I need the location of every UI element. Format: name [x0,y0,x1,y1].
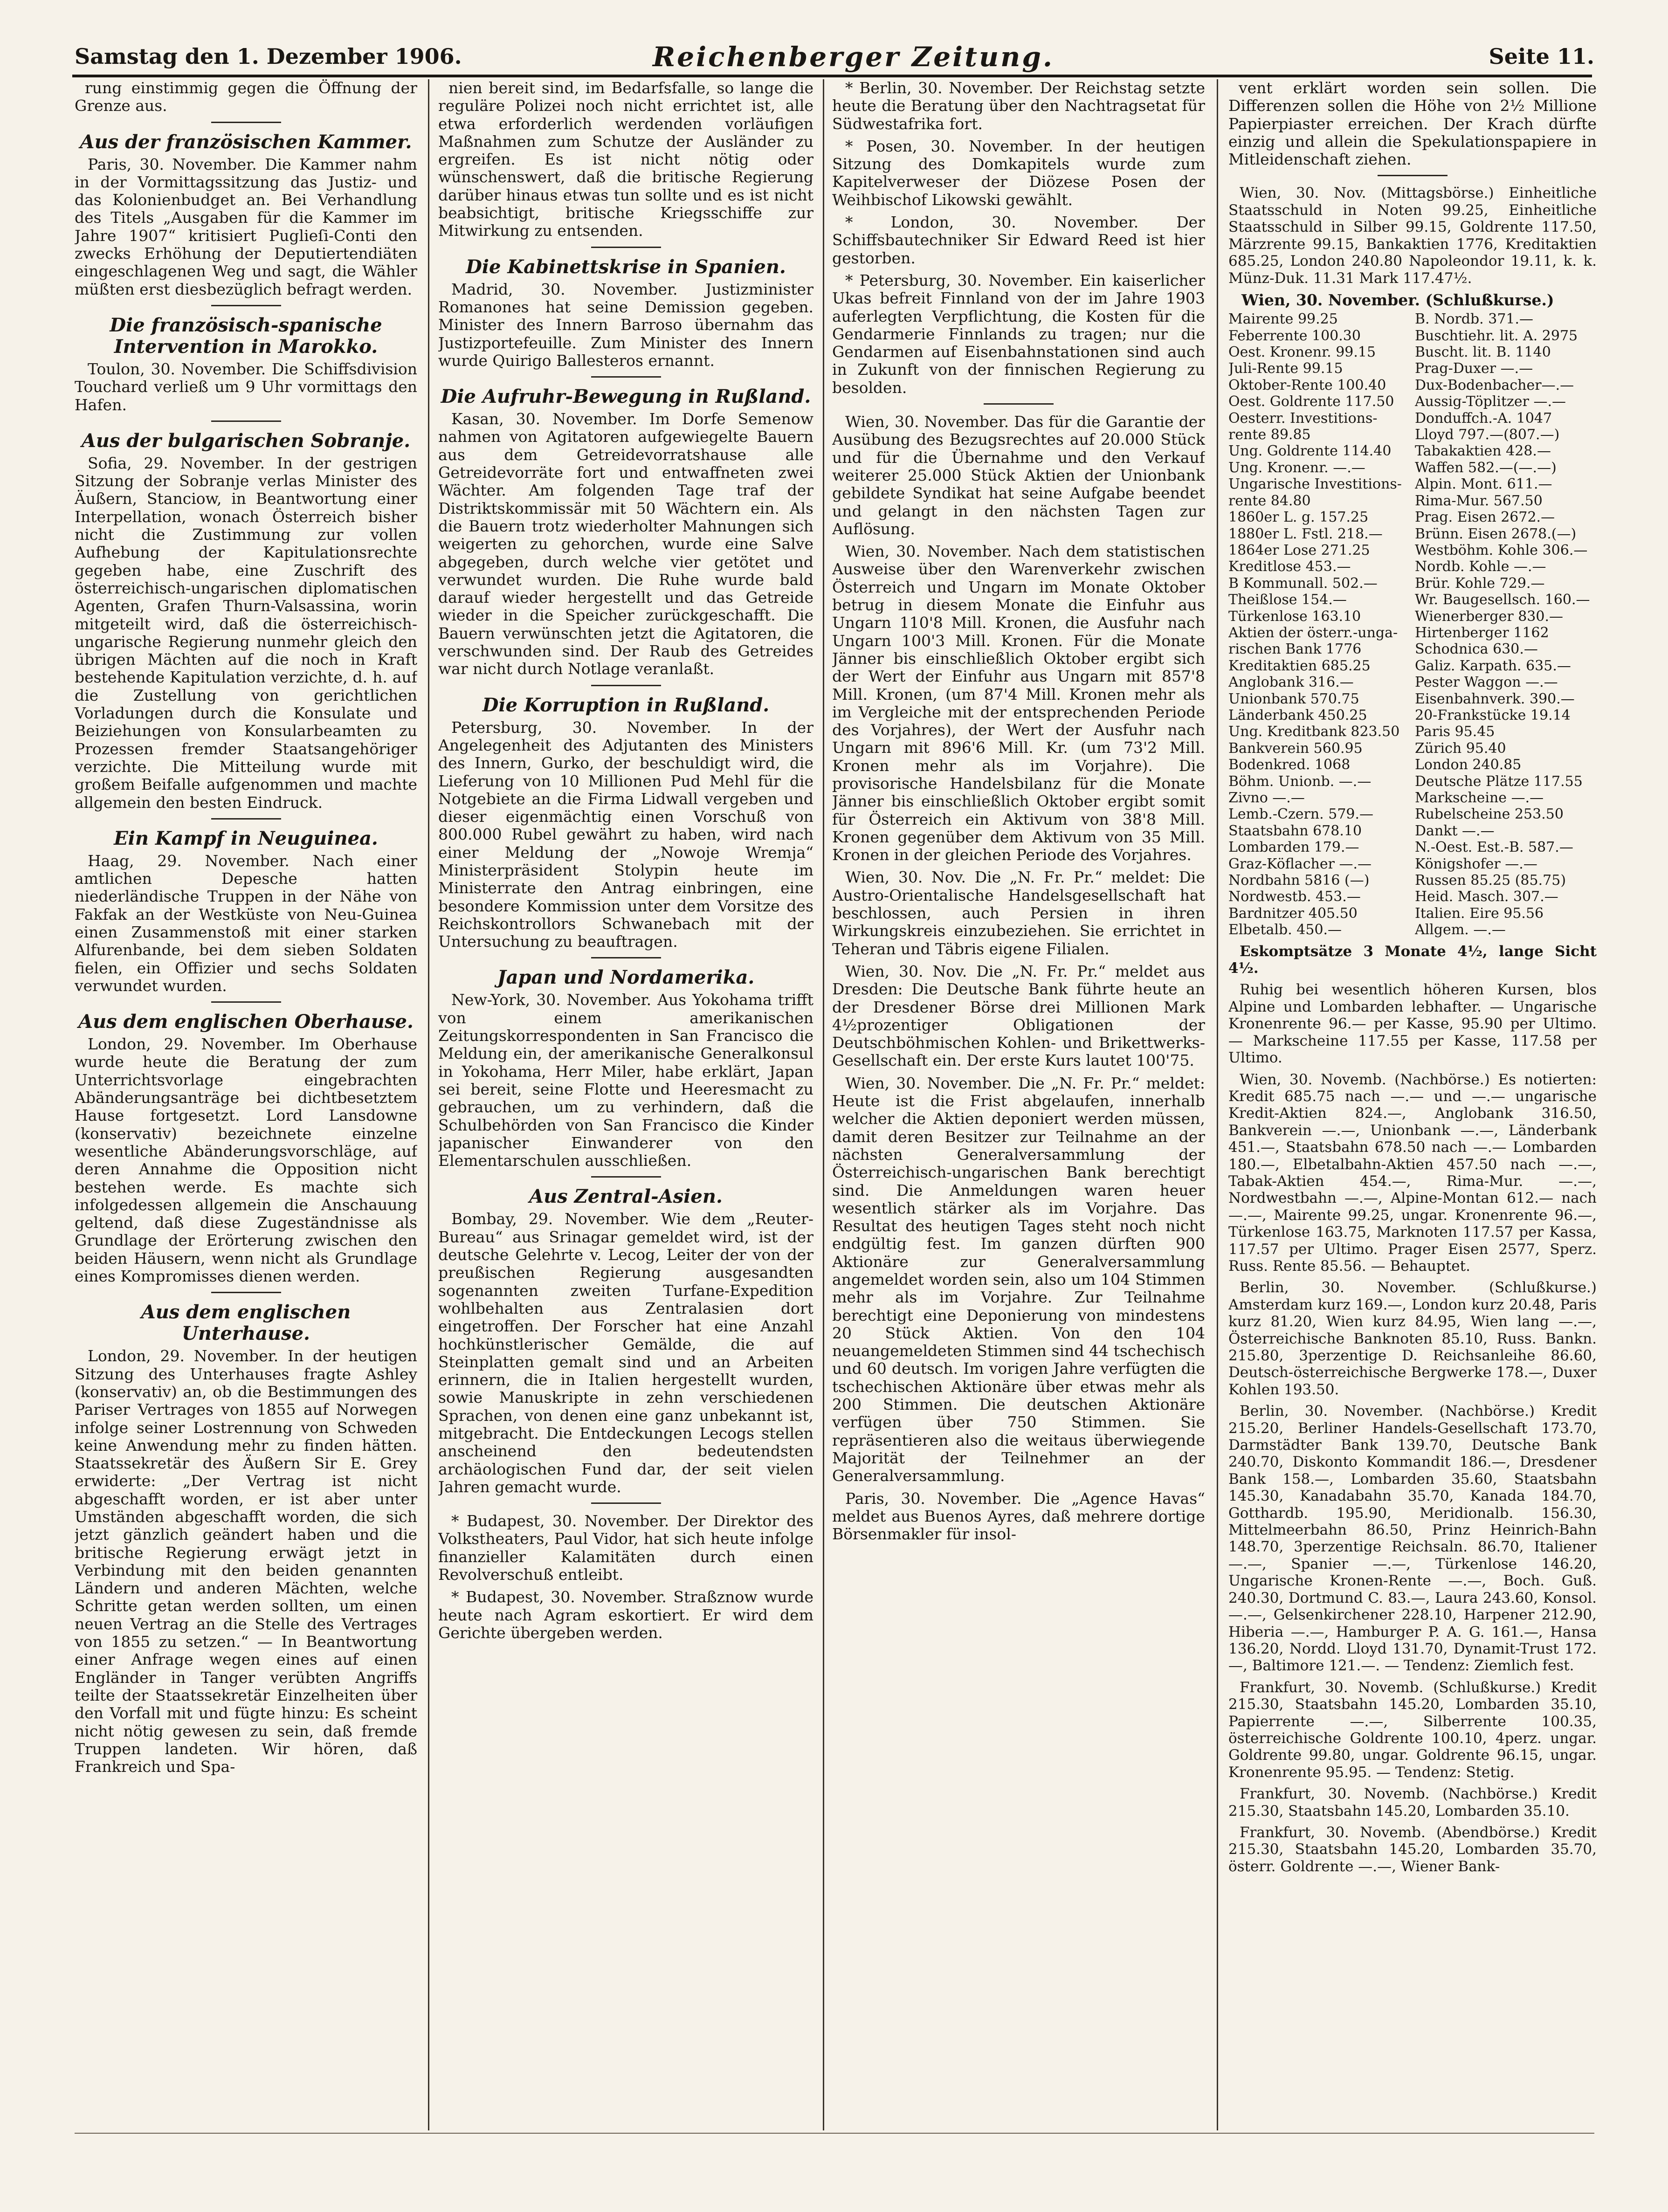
market-report: Frankfurt, 30. Novemb. (Schlußkurse.) Kredit 215.30, Staatsbahn 145.20, Lombarden 35.10, Papierrente —.—, Silberrente 100.35, österreichische Goldrente 100.10, 4perz. ungar. Goldrente 99.80, ungar. Goldrente 96.15, ungar. Kronenrente 95.95. — Tendenz: Stetig. [1228,1679,1597,1781]
stock-quote-cell: Wr. Baugesellsch. 160.— [1415,592,1590,608]
stock-quote-cell: Prag. Eisen 2672.— [1415,509,1555,526]
stock-quote-cell: Unionbank 570.75 [1228,690,1359,707]
stock-quote-cell: rente 89.85 [1228,427,1311,443]
article-paragraph: Bombay, 29. November. Wie dem „Reuter-Bureau“ aus Srinagar gemeldet wird, ist der deutsche Gelehrte v. Lecog, Leiter der von der preußischen Regierung ausgesandten sogenannten zweiten Turfane-Expedition wohlbehalten aus Zentralasien dort eingetroffen. Der Forscher hat eine Anzahl hochkünstlerischer Gemälde, die auf Steinplatten gemalt sind und an Arbeiten erinnern, die in Italien hergestellt wurden, sowie Manuskripte in zehn verschiedenen Sprachen, von denen eine ganz unbekannt ist, mitgebracht. Die Entdeckungen Lecogs stellen anscheinend den bedeutendsten archäologischen Fund dar, der seit vielen Jahren gemacht wurde. [438,1210,813,1496]
stock-quote-cell: Ung. Goldrente 114.40 [1228,443,1392,460]
article [438,256,813,370]
article-headline: Die französisch-spanische Intervention in Marokko. [110,314,382,358]
stock-quotes-table [1228,311,1597,938]
economic-item: Paris, 30. November. Die „Agence Havas“ meldet aus Buenos Ayres, daß mehrere dortige Börsenmakler für insol- [832,1489,1205,1544]
economic-item: Wien, 30. Nov. Die „N. Fr. Pr.“ meldet: Die Austro-Orientalische Handelsgesellschaft hat beschlossen, auch Persien in ihren Wirkungskreis einzubeziehen. Sie errichtet in Teheran und Täbris eigene Filialen. [832,868,1205,958]
article-paragraph: New-York, 30. November. Aus Yokohama trifft von einem amerikanischen Zeitungskorrespondenten in San Francisco die Meldung ein, der amerikanische Generalkonsul in Yokohama, Herr Miler, habe erklärt, Japan sei bereit, seine Flotte und Heeresmacht zu gebrauchen, um zu verhindern, daß die Schulbehörden von San Francisco die Kinder japanischer Einwanderer von den Elementarschulen ausschließen. [438,991,813,1170]
article-paragraph: Toulon, 30. November. Die Schiffsdivision Touchard verließ um 9 Uhr vormittags den Hafen. [75,359,417,414]
stock-quote-cell: N.-Oest. Est.-B. 587.— [1415,839,1573,856]
stock-quote-cell: Heid. Masch. 307.— [1415,889,1558,905]
stock-quote-cell: London 240.85 [1415,757,1522,773]
stock-quote-cell: Wienerberger 830.— [1415,608,1564,625]
news-item: * Posen, 30. November. In der heutigen Sitzung des Domkapitels wurde zum Kapitelverweser der Diözese Posen der Weihbischof Likowski gewählt. [832,137,1205,209]
stock-quote-cell: Donduffch.-A. 1047 [1415,410,1552,427]
article-paragraph: Sofia, 29. November. In der gestrigen Sitzung der Sobranje verlas Minister des Äußern, Stanciow, in Beantwortung einer Interpellation, wonach Österreich bisher nicht die Zustimmung zur vollen Aufhebung der Kapitulationsrechte gegeben habe, eine Zuschrift des österreichisch-ungarischen diplomatischen Agenten, Grafen Thurn-Valsassina, worin mitgeteilt wird, daß die österreichisch-ungarische Regierung nunmehr gleich den übrigen Mächten auf die noch in Kraft bestehende Kapitulation verzichte, d. h. auf die Zustellung von gerichtlichen Vorladungen durch die Konsulate und Beiziehungen von Konsularbeamten zu Prozessen fremder Staatsangehöriger verzichte. Die Mitteilung wurde mit großem Beifalle aufgenommen und machte allgemein den besten Eindruck. [75,454,417,812]
stock-quote-cell: Italien. Eire 95.56 [1415,905,1544,922]
economic-item: Wien, 30. November. Nach dem statistischen Ausweise über den Warenverkehr zwischen Österreich und Ungarn im Monate Oktober betrug in diesem Monate die Einfuhr aus Ungarn 110'8 Mill. Kronen, die Ausfuhr nach Ungarn 100'3 Mill. Kronen. Für die Monate Jänner bis einschließlich Oktober ergibt sich der Wert der Einfuhr aus Ungarn mit 857'8 Mill. Kronen, (um 87'4 Mill. Kronen mehr als im Vergleiche mit der entsprechenden Periode des Vorjahres), der Wert der Ausfuhr nach Ungarn mit 896'6 Mill. Kr. (um 73'2 Mill. Kronen mehr als im Vorjahre). Die provisorische Handelsbilanz für die Monate Jänner bis einschließlich Oktober ergibt somit für Österreich ein Aktivum von 38'8 Mill. Kronen gegenüber dem Aktivum von 35 Mill. Kronen in der gleichen Periode des Vorjahres. [832,542,1205,864]
article [75,131,417,298]
article [438,967,813,1170]
article-divider [984,403,1054,405]
stock-quote-cell: Elbetalb. 450.— [1228,922,1342,938]
stock-quote-cell: Oktober-Rente 100.40 [1228,377,1386,393]
news-item: * Berlin, 30. November. Der Reichstag setzte heute die Beratung über den Nachtragsetat für Südwestafrika fort. [832,79,1205,133]
stock-quote-cell: Nordwestb. 453.— [1228,889,1361,905]
article-divider [591,1502,661,1504]
article-divider [211,122,281,123]
masthead [75,41,1594,74]
article-divider [211,305,281,306]
stock-quote-cell: Kreditaktien 685.25 [1228,657,1371,674]
article-headline: Aus dem englischen Oberhause. [78,1011,414,1033]
stock-quote-cell: Nordbahn 5816 (—) [1228,872,1370,889]
article-headline: Japan und Nordamerika. [497,966,755,989]
stock-quote-cell: Bankverein 560.95 [1228,740,1363,757]
article-divider [1378,175,1447,176]
stock-quote-cell: Juli-Rente 99.15 [1228,360,1343,377]
stock-quote-cell: Hirtenberger 1162 [1415,624,1549,641]
article-divider [591,376,661,378]
masthead-rule [72,75,1592,77]
stock-quote-cell: Oest. Goldrente 117.50 [1228,393,1394,410]
article-headline: Ein Kampf in Neuguinea. [114,827,378,849]
article-paragraph: Paris, 30. November. Die Kammer nahm in der Vormittagssitzung das Justiz- und das Kolonienbudget an. Bei Verhandlung des Titels „Ausgaben für die Kammer im Jahre 1907“ kritisiert Puglieſi-Conti den zwecks Erhöhung der Deputiertendiäten eingeschlagenen Weg und sagt, die Wähler müßten erst diesbezüglich befragt werden. [75,155,417,298]
stock-quote-cell: Westböhm. Kohle 306.— [1415,542,1588,558]
column-intro: nien bereit sind, im Bedarfsfalle, so lange die reguläre Polizei noch nicht errichtet ist, alle etwa erforderlich werdenden vorläufigen Maßnahmen zum Schutze der Ausländer zu ergreifen. Es ist nicht nötig oder wünschenswert, daß die britische Regierung darüber hinaus etwas tun sollte und es ist nicht beabsichtigt, britische Kriegsschiffe zur Mitwirkung zu entsenden. [438,79,813,240]
market-report: Frankfurt, 30. Novemb. (Abendbörse.) Kredit 215.30, Staatsbahn 145.20, Lombarden 35.70, österr. Goldrente —.—, Wiener Bank- [1228,1824,1597,1875]
stock-quote-cell: Markscheine —.— [1415,790,1544,806]
article-divider [591,957,661,958]
column-3 [832,79,1205,2130]
stock-quote-cell: Nordb. Kohle —.— [1415,558,1546,575]
article [75,828,417,995]
stock-quote-cell: Mairente 99.25 [1228,311,1338,328]
market-report: Berlin, 30. November. (Nachbörse.) Kredit 215.20, Berliner Handels-Gesellschaft 173.70, Darmstädter Bank 139.70, Deutsche Bank 240.70, Diskonto Kommandit 186.—, Dresdener Bank 158.—, Lombarden 35.60, Staatsbahn 145.30, Kanadabahn 35.70, Kanada 184.70, Gotthardb. 195.90, Meridionalb. 156.30, Mittelmeerbahn 86.50, Prinz Heinrich-Bahn 148.70, 3perzentige Reichsaln. 86.70, Italiener —.—, Spanier —.—, Türkenlose 146.20, Ungarische Kronen-Rente —.—, Boch. Guß. 240.30, Dortmund C. 83.—, Laura 243.60, Konsol. —.—, Gelsenkirchener 228.10, Harpener 212.90, Hiberia —.—, Hamburger P. A. G. 161.—, Hansa 136.20, Nordd. Lloyd 131.70, Dynamit-Trust 172.—, Baltimore 121.—. — Tendenz: Ziemlich fest. [1228,1403,1597,1675]
article [75,315,417,414]
stock-quote-cell: Aussig-Töplitzer —.— [1415,393,1566,410]
column-4 [1228,79,1597,2130]
stock-quote-cell: Zivno —.— [1228,790,1305,806]
newspaper-title: Reichenberger Zeitung. [653,41,1055,73]
article [75,1011,417,1285]
issue-date: Samstag den 1. Dezember 1906. [75,44,462,69]
article-divider [591,247,661,248]
stock-quote-cell: Rima-Mur. 567.50 [1415,492,1543,509]
column-rule [823,79,824,2130]
stock-quote-cell: Feberrente 100.30 [1228,327,1361,344]
news-item: * Budapest, 30. November. Straßznow wurde heute nach Agram eskortiert. Er wird dem Gerichte übergeben werden. [438,1588,813,1642]
stock-quote-cell: Waffen 582.—(—.—) [1415,459,1557,476]
stock-quote-cell: rente 84.80 [1228,492,1311,509]
stock-quote-cell: Oesterr. Investitions- [1228,410,1378,427]
news-item: * Petersburg, 30. November. Ein kaiserlicher Ukas befreit Finnland von der im Jahre 1903 auferlegten Verpflichtung, die Kosten für die Gendarmerie Finnlands zu tragen; nur die Gendarmen auf Eisenbahnstationen sind auch in Zukunft von der finnischen Regierung zu besolden. [832,271,1205,397]
stock-quote-cell: B Kommunall. 502.— [1228,575,1378,592]
article-headline: Die Korruption in Rußland. [482,694,770,716]
economic-item: Wien, 30. November. Die „N. Fr. Pr.“ meldet: Heute ist die Frist abgelaufen, innerhalb welcher die Aktien deponiert werden müssen, damit deren Besitzer zur Teilnahme an der nächsten Generalversammlung der Österreichisch-ungarischen Bank berechtigt sind. Die Anmeldungen waren heuer wesentlich stärker als im Vorjahre. Das Resultat des heutigen Tages steht noch nicht endgültig fest. Im ganzen dürften 900 Aktionäre zur Generalversammlung angemeldet worden sein, also um 104 Stimmen mehr als im Vorjahre. Zur Teilnahme berechtigt eine Deponierung von mindestens 20 Stück Aktien. Von den 104 neuangemeldeten Stimmen sind 44 tschechisch und 60 deutsch. Im vorigen Jahre verfügten die tschechischen Aktionäre über etwas mehr als 200 Stimmen. Die deutschen Aktionäre verfügen über 750 Stimmen. Sie repräsentieren also die weitaus überwiegende Majorität der Teilnehmer an der Generalversammlung. [832,1074,1205,1485]
market-report: Frankfurt, 30. Novemb. (Nachbörse.) Kredit 215.30, Staatsbahn 145.20, Lombarden 35.10. [1228,1785,1597,1819]
stock-quote-cell: 20-Frankstücke 19.14 [1415,707,1571,724]
stock-quote-cell: Böhm. Unionb. —.— [1228,773,1372,790]
stock-quote-cell: Graz-Köflacher —.— [1228,855,1372,872]
stock-quote-cell: Paris 95.45 [1415,724,1495,740]
stock-quote-cell: Zürich 95.40 [1415,740,1506,757]
article-divider [211,818,281,820]
market-report: Ruhig bei wesentlich höheren Kursen, blos Alpine und Lombarden lebhafter. — Ungarische Kronenrente 96.— per Kasse, 95.90 per Ultimo. — Markscheine 117.55 per Kasse, 117.58 per Ultimo. [1228,981,1597,1067]
stock-quote-cell: Tabakaktien 428.— [1415,443,1551,460]
news-item: * London, 30. November. Der Schiffsbautechniker Sir Edward Reed ist hier gestorben. [832,213,1205,267]
column-intro: vent erklärt worden sein sollen. Die Differenzen sollen die Höhe von 2½ Millione Papierpiaster erreichen. Der Krach dürfte einzig und allein die Spekulationspapiere in Mitleidenschaft ziehen. [1228,79,1597,169]
stock-quote-cell: Schodnica 630.— [1415,641,1538,658]
stock-quote-cell: Ung. Kronenr. —.— [1228,459,1365,476]
article-divider [211,1292,281,1293]
stock-quote-cell: Oest. Kronenr. 99.15 [1228,344,1376,361]
stock-quote-cell: Königshofer —.— [1415,855,1537,872]
stock-quote-cell: Aktien der österr.-unga- [1228,624,1398,641]
stock-quote-cell: Lombarden 179.— [1228,839,1359,856]
stock-quote-cell: Russen 85.25 (85.75) [1415,872,1566,889]
stock-quote-cell: Länderbank 450.25 [1228,707,1367,724]
stock-quote-cell: Pester Waggon —.— [1415,674,1558,691]
stock-quote-cell: Ungarische Investitions- [1228,476,1402,493]
stock-quote-cell: Dankt —.— [1415,822,1495,839]
stock-quote-cell: Brünn. Eisen 2678.(—) [1415,525,1577,542]
stock-quote-cell: rischen Bank 1776 [1228,641,1362,658]
economic-item: Wien, 30. Nov. Die „N. Fr. Pr.“ meldet aus Dresden: Die Deutsche Bank führte heute an der Dresdener Börse drei Millionen Mark 4½prozentiger Obligationen der Deutschböhmischen Kohlen- und Brikettwerks-Gesellschaft ein. Der erste Kurs lautet 100'75. [832,962,1205,1070]
stock-quote-cell: Rubelscheine 253.50 [1415,806,1564,823]
stock-quote-cell: Staatsbahn 678.10 [1228,822,1362,839]
article-paragraph: Haag, 29. November. Nach einer amtlichen Depesche hatten niederländische Truppen in der Nähe von Fakfak an der Westküste von Neu-Guinea einen Zusammenstoß mit einer starken Alfurenbande, bei dem sieben Soldaten fielen, ein Offizier und sechs Soldaten verwundet wurden. [75,851,417,995]
stock-quote-cell: B. Nordb. 371.— [1415,311,1534,328]
stock-quote-cell: Brür. Kohle 729.— [1415,575,1545,592]
column-1 [75,79,417,2130]
stock-quote-cell: Bardnitzer 405.50 [1228,905,1358,922]
news-item: * Budapest, 30. November. Der Direktor des Volkstheaters, Paul Vidor, hat sich heute infolge finanzieller Kalamitäten durch einen Revolverschuß entleibt. [438,1512,813,1584]
article [438,695,813,951]
page-number: Seite 11. [1489,44,1594,69]
stock-quote-cell: Prag-Duxer —.— [1415,360,1533,377]
column-rule [428,79,429,2130]
stock-quote-cell: Lloyd 797.—(807.—) [1415,427,1560,443]
discount-rates: Eskomptsätze 3 Monate 4½, lange Sicht 4½. [1228,943,1597,977]
stock-quote-cell: Alpin. Mont. 611.— [1415,476,1552,493]
stock-quote-cell: Theißlose 154.— [1228,592,1347,608]
page-bottom-rule [75,2133,1594,2134]
article-headline: Die Aufruhr-Bewegung in Rußland. [441,386,811,408]
stock-quote-cell: Türkenlose 163.10 [1228,608,1361,625]
article-headline: Aus der bulgarischen Sobranje. [81,429,411,452]
column-2 [438,79,813,2130]
stock-quote-cell: Dux-Bodenbacher—.— [1415,377,1574,393]
article-divider [591,1176,661,1178]
article-paragraph: Madrid, 30. November. Justizminister Romanones hat seine Demission gegeben. Minister des Innern Barroso übernahm das Justizportefeuille. Zum Minister des Innern wurde Quirigo Ballesteros ernannt. [438,280,813,370]
stock-quote-cell: Lemb.-Czern. 579.— [1228,806,1374,823]
article-headline: Die Kabinettskrise in Spanien. [466,255,786,278]
stock-quote-cell: Kreditlose 453.— [1228,558,1351,575]
stock-quote-cell: Galiz. Karpath. 635.— [1415,657,1571,674]
article-paragraph: London, 29. November. Im Oberhause wurde heute die Beratung der zum Unterrichtsvorlage eingebrachten Abänderungsanträge bei dichtbesetztem Hause fortgesetzt. Lord Lansdowne (konservativ) bezeichnete einzelne wesentliche Abänderungsvorschläge, auf deren Annahme die Opposition nicht bestehen werde. Es machte sich infolgedessen allgemein die Anschauung geltend, daß diese Zugeständnisse als Grundlage der Erörterung zwischen den beiden Häusern, wenn nicht als Grundlage eines Kompromisses dienen werden. [75,1035,417,1286]
article-headline: Aus Zentral-Asien. [529,1185,723,1208]
article-headline: Aus dem englischen Unterhause. [141,1301,351,1345]
stock-quote-cell: Bodenkred. 1068 [1228,757,1351,773]
market-report-heading: Wien, 30. November. (Schlußkurse.) [1241,290,1554,309]
article-paragraph: London, 29. November. In der heutigen Sitzung des Unterhauses fragte Ashley (konservativ) an, ob die Bestimmungen des Pariser Vertrages von 1855 auf Norwegen infolge seiner Lostrennung von Schweden keine Anwendung mehr zu finden hätten. Staatssekretär des Äußern Sir E. Grey erwiderte: „Der Vertrag ist nicht abgeschafft worden, er ist aber unter Umständen abgeschafft worden, die sich jetzt gänzlich geändert haben und die britische Regierung erwägt jetzt in Verbindung mit den beiden genannten Ländern und anderen Mächten, welche Schritte getan werden sollten, um einen neuen Vertrag an die Stelle des Vertrages von 1855 zu setzen.“ — In Beantwortung einer Anfrage wegen eines auf einen Engländer in Tanger verübten Angriffs teilte der Staatssekretär Einzelheiten über den Vorfall mit und fügte hinzu: Es scheint nicht nötig gewesen zu sein, daß fremde Truppen landeten. Wir hören, daß Frankreich und Spa- [75,1347,417,1776]
stock-quote-cell: Ung. Kreditbank 823.50 [1228,724,1400,740]
economic-item: Wien, 30. November. Das für die Garantie der Ausübung des Bezugsrechtes auf 20.000 Stück und für die Übernahme und den Verkauf weiterer 25.000 Stück Aktien der Unionbank gebildete Syndikat hat seine Aufgabe beendet und gelangt in den nächsten Tagen zur Auflösung. [832,413,1205,538]
stock-quote-cell: Allgem. —.— [1415,922,1506,938]
market-report: Wien, 30. Nov. (Mittagsbörse.) Einheitliche Staatsschuld in Noten 99.25, Einheitliche Staatsschuld in Silber 99.15, Goldrente 117.50, Märzrente 99.15, Bankaktien 1776, Kreditaktien 685.25, London 240.80 Napoleondor 19.11, k. k. Münz-Duk. 11.31 Mark 117.47½. [1228,185,1597,287]
stock-quote-cell: Deutsche Plätze 117.55 [1415,773,1583,790]
article-paragraph: Petersburg, 30. November. In der Angelegenheit des Adjutanten des Ministers des Innern, Gurko, der beschuldigt wird, die Lieferung von 10 Millionen Pud Mehl für die Notgebiete an die Firma Lidwall vergeben und dieser eigenmächtig einen Vorschuß von 800.000 Rubel gewährt zu haben, wird nach einer Meldung der „Nowoje Wremja“ Ministerpräsident Stolypin heute im Ministerrate den Antrag einbringen, eine besondere Kommission unter dem Vorsitze des Reichskontrollors Schwanebach mit der Untersuchung zu beauftragen. [438,718,813,951]
article-divider [211,1001,281,1003]
column-rule [1217,79,1218,2130]
article-divider [591,685,661,686]
article-paragraph: Kasan, 30. November. Im Dorfe Semenow nahmen von Agitatoren aufgewiegelte Bauern aus dem Getreidevorratshause alle Getreidevorräte fort und entwaffneten zwei Wächter. Am folgenden Tage traf der Distriktskommissär mit 50 Wächtern ein. Als die Bauern trotz wiederholter Mahnungen sich weigerten zu gehorchen, wurde eine Salve abgegeben, durch welche vier getötet und verwundet wurden. Die Ruhe wurde bald darauf wieder hergestellt und das Getreide wieder in die Speicher zurückgeschafft. Die Bauern verwünschten jetzt die Agitatoren, die verschwunden sind. Der Raub des Getreides war nicht durch Notlage veranlaßt. [438,410,813,678]
column-intro: rung einstimmig gegen die Öffnung der Grenze aus. [75,79,417,115]
article [75,430,417,812]
market-report: Wien, 30. Novemb. (Nachbörse.) Es notierten: Kredit 685.75 nach —.— und —.— ungarische Kredit-Aktien 824.—, Anglobank 316.50, Bankverein —.—, Unionbank —.—, Länderbank 451.—, Staatsbahn 678.50 nach —.— Lombarden 180.—, Elbetalbahn-Aktien 457.50 nach —.—, Tabak-Aktien 454.—, Rima-Mur. —.—, Nordwestbahn —.—, Alpine-Montan 612.— nach —.—, Mairente 99.25, ungar. Kronenrente 96.—, Türkenlose 163.75, Marknoten 117.57 per Kassa, 117.57 per Ultimo. Prager Eisen 2577, Sperz. Russ. Rente 85.56. — Behauptet. [1228,1071,1597,1275]
article [75,1302,417,1776]
article-divider [211,420,281,422]
article [438,386,813,678]
stock-quote-cell: Eisenbahnverk. 390.— [1415,690,1575,707]
stock-quote-cell: Anglobank 316.— [1228,674,1354,691]
article-headline: Aus der französischen Kammer. [80,131,412,153]
stock-quote-cell: 1860er L. g. 157.25 [1228,509,1369,526]
stock-quote-cell: Buscht. lit. B. 1140 [1415,344,1551,361]
stock-quote-cell: 1880er L. Fstl. 218.— [1228,525,1383,542]
stock-quote-cell: Buschtiehr. lit. A. 2975 [1415,327,1578,344]
market-report: Berlin, 30. November. (Schlußkurse.) Amsterdam kurz 169.—, London kurz 20.48, Paris kurz 81.20, Wien kurz 84.95, Wien lang —.—, Österreichische Banknoten 85.10, Russ. Bankn. 215.80, 3perzentige D. Reichsanleihe 86.60, Deutsch-österreichische Bergwerke 178.—, Duxer Kohlen 193.50. [1228,1279,1597,1398]
stock-quote-cell: 1864er Lose 271.25 [1228,542,1370,558]
article [438,1186,813,1496]
